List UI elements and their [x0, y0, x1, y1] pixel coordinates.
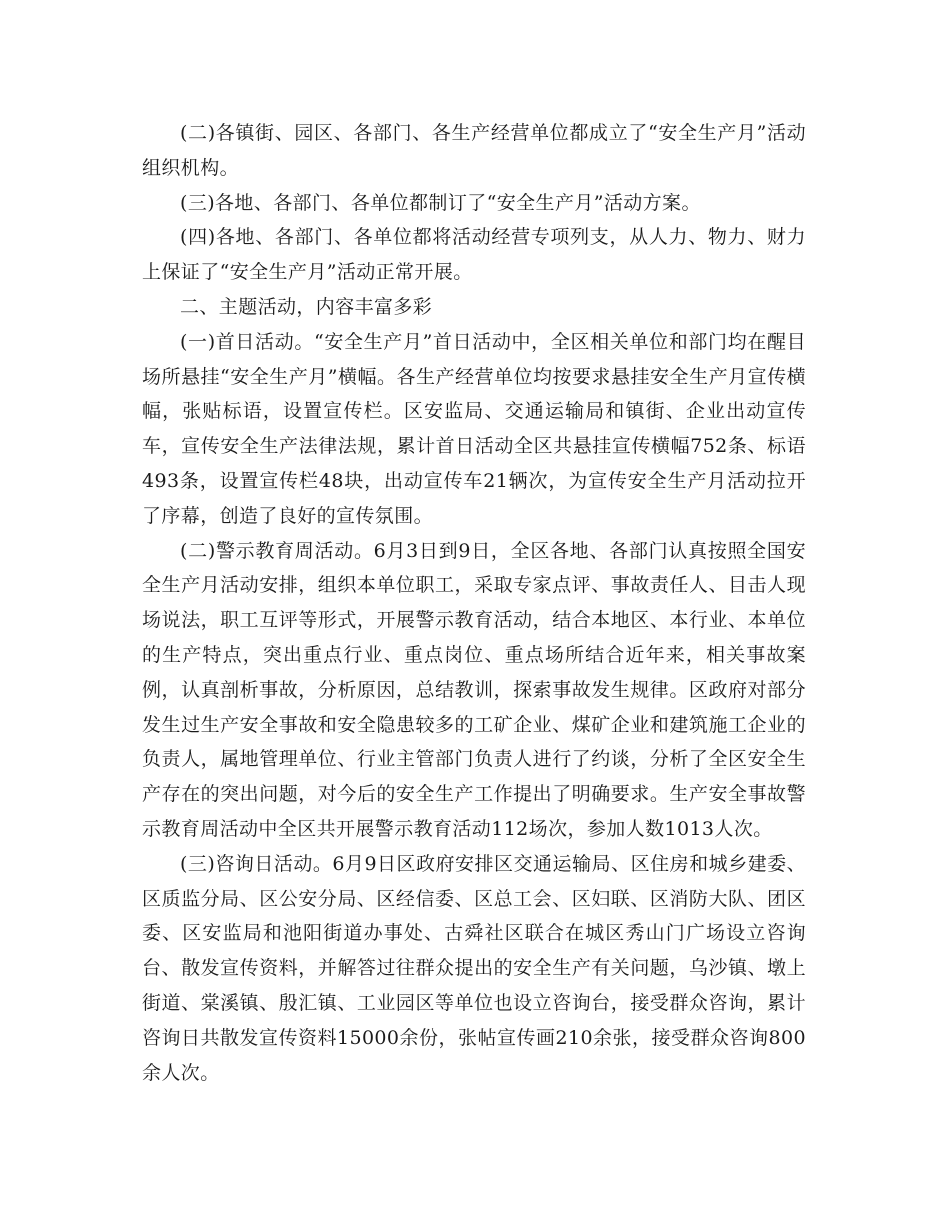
section-heading-theme-activities: 二、主题活动，内容丰富多彩 [180, 295, 433, 318]
document-page [142, 116, 806, 1090]
paragraph-committees-established: (二)各镇街、园区、各部门、各生产经营单位都成立了“安全生产月”活动组织机构。 [142, 122, 806, 179]
paragraph-funding: (四)各地、各部门、各单位都将活动经营专项列支，从人力、物力、财力上保证了“安全生产月”活动正常开展。 [142, 226, 806, 284]
paragraph-activity-plans: (三)各地、各部门、各单位都制订了“安全生产月”活动方案。 [180, 191, 701, 214]
paragraph-consultation-day: (三)咨询日活动。6月9日区政府安排区交通运输局、区住房和城乡建委、区质监分局、区公安分局、区经信委、区总工会、区妇联、区消防大队、团区委、区安监局和池阳街道办事处、古舜社区联合在城区秀山门广场设立咨询台、散发宣传资料，并解答过往群众提出的安全生产有关问题，乌沙镇、墩上街道、棠溪镇、殷汇镇、工业园区等单位也设立咨询台，接受群众咨询，累计咨询日共散发宣传资料15000余份，张帖宣传画210余张，接受群众咨询800余人次。 [142, 852, 806, 1084]
paragraph-warning-education-week: (二)警示教育周活动。6月3日到9日，全区各地、各部门认真按照全国安全生产月活动安排，组织本单位职工，采取专家点评、事故责任人、目击人现场说法，职工互评等形式，开展警示教育活动，结合本地区、本行业、本单位的生产特点，突出重点行业、重点岗位、重点场所结合近年来，相关事故案例，认真剖析事故，分析原因，总结教训，探索事故发生规律。区政府对部分发生过生产安全事故和安全隐患较多的工矿企业、煤矿企业和建筑施工企业的负责人，属地管理单位、行业主管部门负责人进行了约谈，分析了全区安全生产存在的突出问题，对今后的安全生产工作提出了明确要求。生产安全事故警示教育周活动中全区共开展警示教育活动112场次，参加人数1013人次。 [142, 539, 806, 840]
paragraph-first-day-activity: (一)首日活动。“安全生产月”首日活动中，全区相关单位和部门均在醒目场所悬挂“安全生产月”横幅。各生产经营单位均按要求悬挂安全生产月宣传横幅，张贴标语，设置宣传栏。区安监局、交通运输局和镇街、企业出动宣传车，宣传安全生产法律法规，累计首日活动全区共悬挂宣传横幅752条、标语493条，设置宣传栏48块，出动宣传车21辆次，为宣传安全生产月活动拉开了序幕，创造了良好的宣传氛围。 [142, 330, 806, 527]
